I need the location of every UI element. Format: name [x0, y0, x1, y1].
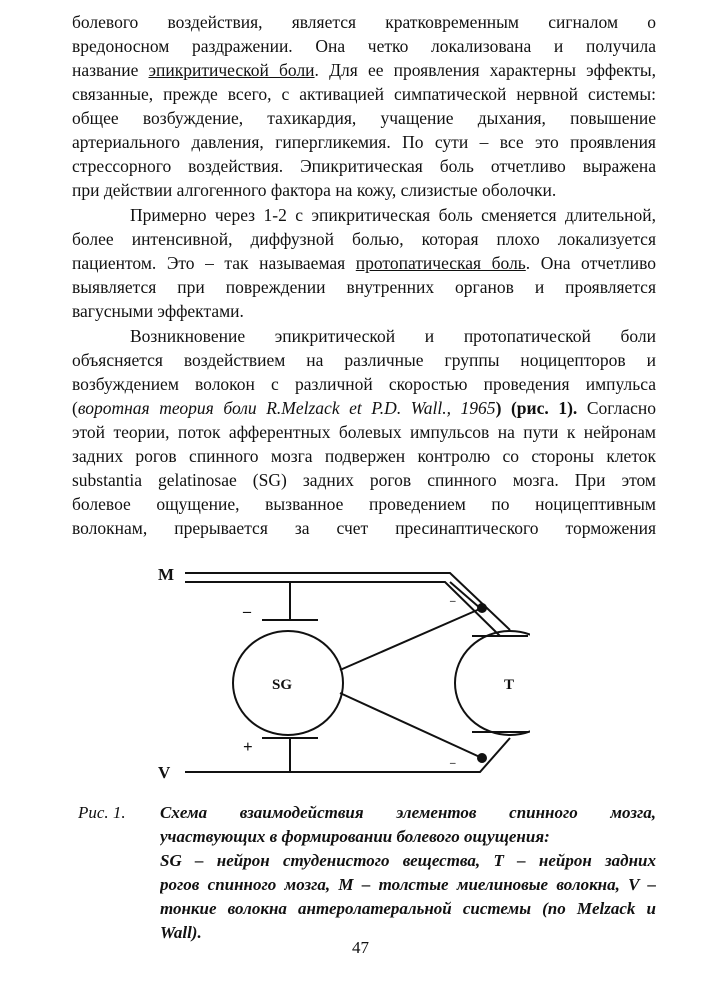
body-line: объясняется воздействием на различные группы ноцицепторов и: [72, 350, 656, 370]
body-line: при действии алгогенного фактора на кожу, слизистые оболочки.: [72, 180, 557, 200]
sign-minus-t-top: –: [450, 595, 456, 607]
sg-to-v-terminal: [340, 693, 482, 758]
sign-minus-sg: –: [243, 603, 251, 620]
caption-line: SG – нейрон студенистого вещества, T – нейрон задних: [160, 851, 656, 870]
caption-line: тонкие волокна антеролатеральной системы (по Melzack и: [160, 899, 656, 918]
gate-control-diagram: [150, 558, 530, 788]
body-line: Возникновение эпикритической и протопатической боли: [130, 326, 656, 346]
body-line: [72, 253, 656, 273]
body-line: артериального давления, гипергликемия. По сути – все это проявления: [72, 132, 656, 152]
body-line: выявляется при повреждении внутренних органов и проявляется: [72, 277, 656, 297]
body-line: возбуждением волокон с различной скоростью проведения импульса: [72, 374, 656, 394]
body-line: болевого воздействия, является кратковременным сигналом о: [72, 12, 656, 32]
label-v: V: [158, 763, 171, 782]
body-line: substantia gelatinosae (SG) задних рогов спинного мозга. При этом: [72, 470, 656, 490]
label-m: M: [158, 565, 175, 584]
sign-minus-t-bottom: –: [450, 757, 456, 769]
caption-line: рогов спинного мозга, M – толстые миелиновые волокна, V –: [160, 875, 656, 894]
body-text: . Она отчетливо: [525, 253, 656, 273]
body-line: общее возбуждение, тахикардия, учащение дыхания, повышение: [72, 108, 656, 128]
body-text: (: [72, 398, 78, 418]
body-line: Примерно через 1-2 с эпикритическая боль сменяется длительной,: [130, 205, 656, 225]
body-line: вагусными эффектами.: [72, 301, 244, 321]
body-line: стрессорного воздействия. Эпикритическая боль отчетливо выражена: [72, 156, 656, 176]
body-text: . Для ее проявления характерны эффекты,: [314, 60, 656, 80]
body-line: болевое ощущение, вызванное проведением по ноцицептивным: [72, 494, 656, 514]
m-fiber-inner: [185, 582, 500, 636]
body-line: задних рогов спинного мозга подвержен контролю со стороны клеток: [72, 446, 656, 466]
presynaptic-terminal-v: [477, 753, 487, 763]
body-line: более интенсивной, диффузной болью, которая плохо локализуется: [72, 229, 656, 249]
body-line: [72, 60, 656, 80]
body-line: вредоносном раздражении. Она четко локализована и получила: [72, 36, 656, 56]
v-fiber: [185, 738, 510, 772]
figure-reference: ) (рис. 1).: [495, 398, 578, 418]
page-number: 47: [352, 938, 369, 957]
body-line: этой теории, поток афферентных болевых импульсов на пути к нейронам: [72, 422, 656, 442]
caption-line: Схема взаимодействия элементов спинного мозга,: [160, 803, 656, 822]
body-line: связанные, прежде всего, с активацией симпатической нервной системы:: [72, 84, 656, 104]
term-epicritical-pain: эпикритической боли: [148, 60, 315, 80]
term-protopathic-pain: протопатическая боль: [355, 253, 526, 273]
figure-label: Рис. 1.: [78, 803, 126, 822]
body-text: название: [72, 60, 149, 80]
body-text: Согласно: [577, 398, 656, 418]
sign-plus-sg: +: [243, 737, 253, 756]
gate-theory-citation: воротная теория боли R.Melzack et P.D. Wall., 1965: [77, 398, 496, 418]
label-t: T: [504, 677, 515, 693]
t-neuron: [455, 631, 530, 735]
body-line: волокнам, прерывается за счет пресинаптического торможения: [72, 518, 656, 538]
body-line: [72, 398, 656, 418]
caption-line: участвующих в формировании болевого ощущения:: [160, 827, 550, 846]
presynaptic-terminal-m: [477, 603, 487, 613]
body-text: пациентом. Это – так называемая: [72, 253, 356, 273]
caption-line: Wall).: [160, 923, 202, 942]
label-sg: SG: [272, 677, 293, 693]
